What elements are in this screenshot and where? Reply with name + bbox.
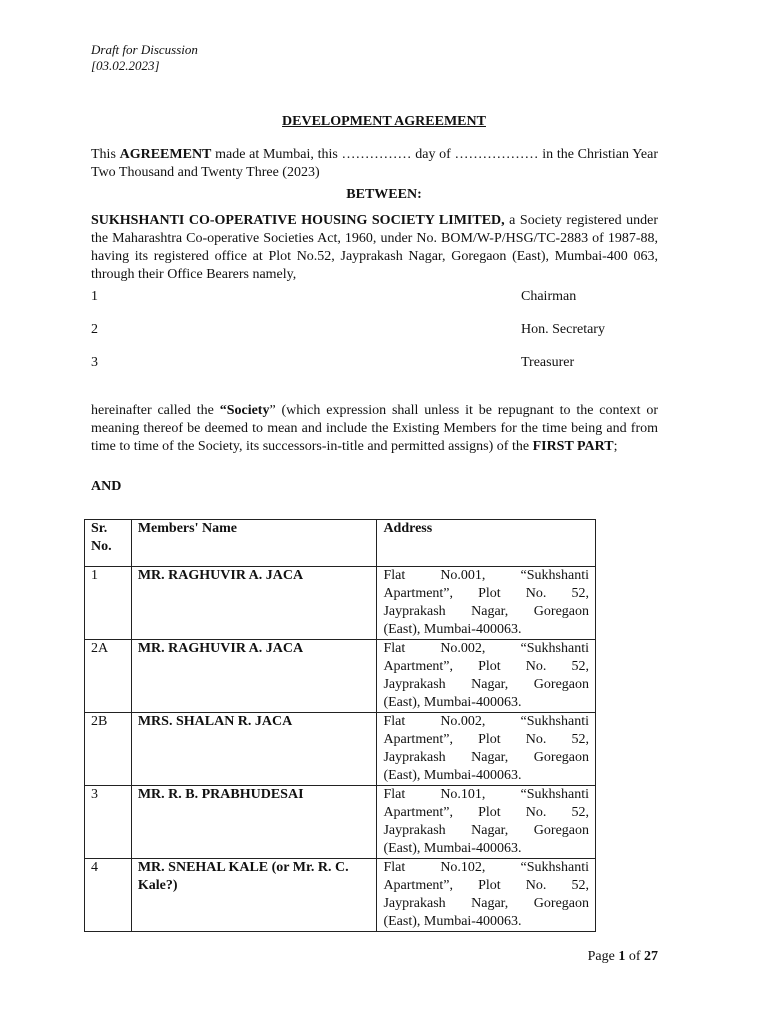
cell-address <box>377 859 596 932</box>
cell-address <box>377 713 596 786</box>
table-row <box>85 786 596 859</box>
header-sr-line2: No. <box>91 539 112 554</box>
draft-header <box>91 42 198 74</box>
address-line: Apartment”, Plot No. 52, <box>383 878 589 893</box>
table-row <box>85 859 596 932</box>
society-name: SUKHSHANTI CO-OPERATIVE HOUSING SOCIETY LIMITED, <box>91 213 505 228</box>
address-line: Flat No.001, “Sukhshanti <box>383 568 589 583</box>
office-bearer-row <box>91 289 658 307</box>
intro-paragraph <box>91 146 658 182</box>
address-line: Flat No.002, “Sukhshanti <box>383 641 589 656</box>
hereinafter-text-1: hereinafter called the <box>91 403 220 418</box>
cell-name: MR. RAGHUVIR A. JACA <box>131 567 377 640</box>
and-label: AND <box>91 479 122 494</box>
address-line: Apartment”, Plot No. 52, <box>383 659 589 674</box>
office-bearer-role: Treasurer <box>521 355 575 370</box>
members-table <box>84 519 596 932</box>
office-bearer-role: Hon. Secretary <box>521 322 605 337</box>
page-label: Page <box>587 949 619 964</box>
document-title: DEVELOPMENT AGREEMENT <box>282 114 486 129</box>
intro-text-2: made at Mumbai, this …………… day of ……………… in the Christian Year Two Thousand and Twenty Three (2023) <box>91 147 658 180</box>
cell-sr: 4 <box>85 859 132 932</box>
address-line: Jayprakash Nagar, Goregaon <box>383 896 589 911</box>
address-line: Apartment”, Plot No. 52, <box>383 586 589 601</box>
header-members-name: Members' Name <box>131 520 377 567</box>
draft-date: [03.02.2023] <box>91 58 160 73</box>
page-number <box>588 949 658 965</box>
cell-name: MRS. SHALAN R. JACA <box>131 713 377 786</box>
current-page: 1 <box>618 949 626 964</box>
header-address: Address <box>377 520 596 567</box>
address-line: Jayprakash Nagar, Goregaon <box>383 750 589 765</box>
society-term-bold: “Society <box>219 403 270 418</box>
cell-name: MR. R. B. PRABHUDESAI <box>131 786 377 859</box>
intro-text-1: This <box>91 147 120 162</box>
address-line: Flat No.102, “Sukhshanti <box>383 860 589 875</box>
office-bearer-number: 1 <box>91 289 98 304</box>
office-bearer-role: Chairman <box>521 289 577 304</box>
total-pages: 27 <box>644 949 658 964</box>
address-line: Jayprakash Nagar, Goregaon <box>383 604 589 619</box>
hereinafter-text-3: ; <box>613 439 618 454</box>
address-line: Apartment”, Plot No. 52, <box>383 805 589 820</box>
address-line: Flat No.101, “Sukhshanti <box>383 787 589 802</box>
cell-name: MR. RAGHUVIR A. JACA <box>131 640 377 713</box>
table-row <box>85 640 596 713</box>
cell-sr: 3 <box>85 786 132 859</box>
header-sr-line1: Sr. <box>91 521 108 536</box>
cell-address <box>377 567 596 640</box>
table-row <box>85 713 596 786</box>
address-line: (East), Mumbai-400063. <box>383 622 522 637</box>
address-line: (East), Mumbai-400063. <box>383 768 522 783</box>
cell-sr: 1 <box>85 567 132 640</box>
table-row <box>85 567 596 640</box>
hereinafter-paragraph <box>91 402 658 456</box>
hereinafter-text-2: ” (which expression shall unless it be repugnant to the context or meaning thereof be deemed to mean and include the Existing Members for the time being and from time to time of the Society, its successors-in-title and permitted assigns) of the <box>91 403 658 454</box>
draft-label: Draft for Discussion <box>91 42 198 57</box>
address-line: (East), Mumbai-400063. <box>383 695 522 710</box>
society-paragraph <box>91 212 658 284</box>
address-line: Flat No.002, “Sukhshanti <box>383 714 589 729</box>
of-label: of <box>625 949 644 964</box>
cell-sr: 2A <box>85 640 132 713</box>
address-line: (East), Mumbai-400063. <box>383 841 522 856</box>
first-part-bold: FIRST PART <box>532 439 614 454</box>
address-line: Jayprakash Nagar, Goregaon <box>383 677 589 692</box>
office-bearer-row <box>91 355 658 373</box>
society-description: a Society registered under the Maharashtra Co-operative Societies Act, 1960, under No. BOM/W-P/HSG/TC-2883 of 1987-88, having its registered office at Plot No.52, Jayprakash Nagar, Goregaon (East), Mumbai-400 063, through their Office Bearers namely, <box>91 213 659 282</box>
office-bearer-number: 2 <box>91 322 98 337</box>
address-line: (East), Mumbai-400063. <box>383 914 522 929</box>
cell-address <box>377 640 596 713</box>
table-header-row <box>85 520 596 567</box>
cell-address <box>377 786 596 859</box>
address-line: Apartment”, Plot No. 52, <box>383 732 589 747</box>
intro-agreement-bold: AGREEMENT <box>119 147 212 162</box>
address-line: Jayprakash Nagar, Goregaon <box>383 823 589 838</box>
cell-name: MR. SNEHAL KALE (or Mr. R. C. Kale?) <box>131 859 377 932</box>
header-sr-no <box>85 520 132 567</box>
office-bearer-row <box>91 322 658 340</box>
between-heading: BETWEEN: <box>346 187 422 202</box>
office-bearer-number: 3 <box>91 355 98 370</box>
cell-sr: 2B <box>85 713 132 786</box>
